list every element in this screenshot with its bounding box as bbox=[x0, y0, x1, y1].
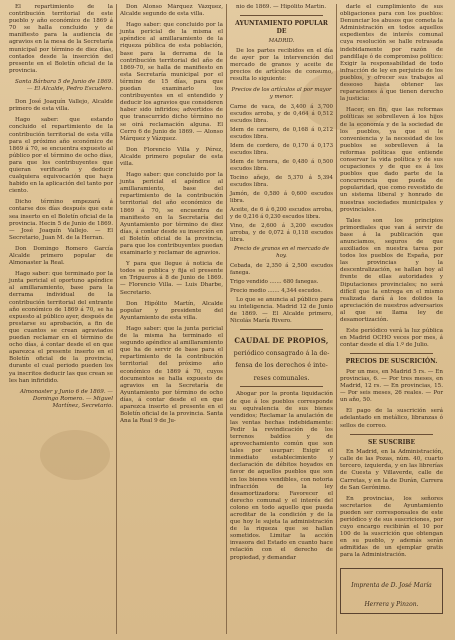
price-line: Aceite, de 6 á 6,200 escudos arroba, y de 0,216 á 0,230 escudos libra. bbox=[230, 206, 333, 220]
grain-line: Trigo vendido ....... 680 fanegas. bbox=[230, 278, 319, 285]
signature: Almonaster y Junio 6 de 1869. — Domingo Romero. — Miguel Martínez, Secretario. bbox=[19, 388, 113, 409]
price-line: Tocino añejo, de 5,370 á 5,394 escudos libra. bbox=[230, 174, 333, 188]
imprint-frame bbox=[340, 568, 443, 614]
paper-stain bbox=[40, 430, 110, 480]
divider bbox=[350, 353, 433, 354]
periodical-body: Tales son los principios primordiales que van á servir de base á la publicación que anunciamos, seguros de que auxiliados en nuestra tarea por todos los pueblos de España, por las provincias y la descentralización, se hallan hoy al frente de ellas autoridades y Diputaciones provinciales; no será difícil que la entrega en el mismo realizada dará á los dolidos la apreciación de nuestros adversarios al que se llama ley de desamortización. bbox=[340, 217, 443, 324]
periodical-subtitle: reses comunales. bbox=[253, 373, 310, 382]
divider bbox=[240, 386, 323, 387]
notice-heading: Don Alonso Márquez Vázquez, Alcalde segundo de esta villa. bbox=[120, 4, 223, 18]
notice-paragraph: Hago saber: que terminado por la junta pericial el oportuno apéndice al amillaramiento, base para la derrama individual de la contribución territorial del entrante año económico de 1869 á 70, se ha expuesto al público ayer, después de prestarse su aprobación, a fin de que cuantos se crean agraviados puedan reclamar en el término de ocho días, á contar desde el en que aparezca el presente inserto en el Boletín oficial de la provincia, durante el cual periodo pueden los ya inscritos deducir las que crean se les han infiridido. bbox=[9, 271, 113, 384]
periodical-subtitle: fensa de los derechos é inte- bbox=[235, 361, 328, 370]
notice-paragraph: Hago saber: que estando concluido el repartimiento de la contribución territorial de esta villa para el próximo año económico de 1869 á 70, se encuentra expuesto al público por el término de ocho días, para que los contribuyentes que quieran verificarlo y deducir cualquiera equivocación que haya habido en la aplicación del tanto por ciento. bbox=[9, 117, 113, 195]
subscription-heading: PRECIOS DE SUSCRICIÓN. bbox=[345, 358, 438, 366]
where-body: En provincias, los señores secretarios de Ayuntamiento pueden ser corresponsales de este periódico y de sus suscriciones, por cuyo encargo recibirán el 10 por 100 de la suscrición que obtengan en su pueblo, y además serán admitidas de un ejemplar gratis para la Administración. bbox=[340, 495, 443, 559]
divider bbox=[240, 329, 323, 330]
price-line: Idem de carnero, de 0,168 á 0,212 escudos libra. bbox=[230, 126, 333, 140]
notice-paragraph: Hago saber: que concluido por la junta pericial el apéndice al amillaramiento, base del repartimiento de la contribución territorial del año económico de 1869 á 70, se encuentra de manifiesto en la Secretaría del Ayuntamiento por término de diez días, á contar desde su inserción en el Boletín oficial de la provincia, para que los contribuyentes puedan examinarlo y reclamar de agravios. bbox=[120, 172, 223, 257]
notice-heading: Don José Joaquín Vallejo, Alcalde primero de esta villa. bbox=[9, 99, 113, 113]
notice-paragraph: Dicho término empezará á contarse dos días después que este sea inserto en el Boletín oficial de la provincia. Hecin 5 de Junio de 1869. — José Joaquín Vallejo. — El Secretario, Juan M. de la Herran. bbox=[9, 199, 113, 241]
grain-line: Precio medio ....... 4,344 escudos. bbox=[230, 287, 323, 294]
price-line: Vino, de 2,600 á 3,200 escudos arroba, y de 0,072 á 0,118 escudos libra. bbox=[230, 222, 333, 243]
column-1 bbox=[6, 4, 116, 634]
notice-heading: Don Domingo Romero García Alcalde primero popular de Almonaster la Real. bbox=[9, 245, 113, 267]
periodical-subtitle: periódico consagrado á la de- bbox=[233, 348, 330, 357]
where-heading: SE SUSCRIBE bbox=[367, 438, 416, 446]
price-line: Carne de vaca, de 3,400 á 3,700 escudos arroba, y de 0,464 á 0,512 escudos libra. bbox=[230, 103, 333, 124]
periodical-body: Hacer, en fin, que las reformas políticas se sobrelleven á los hijos de la economía y de la sociedad de los pueblos, ya que si le conveniencia y la necesidad de los pueblos se sobrelleven á la reformas políticas que entiende conservar la vida política y de sus ocupaciones y de que es á los pueblos que dado parte de la concurrencia que pueda de popularidad, que como revestido de un sistema liberal y honrado de nuestras sociedades municipales y provinciales. bbox=[340, 107, 443, 213]
periodical-body: Abogar por la pronta liquidación de que á los pueblos corresponde su equivalencia de sus bienes vendidos; Reclamar la anulación de las ventas hechas indebidamente: Pedir la revindicación de los terrenos baldíos y de aprovechamiento común que son tales por usurpar: Exigir el inmediato establecimiento y declaración de débitos hoyados en favor de aquellos pueblos que son en los bienes vendibles, con notoria infracción de la ley desamortizadora: Favorecer el derecho comunal y el interés del colono en todo aquello que pueda acreditar de la condición y de la que hoy le sujeta la administración de la riqueza que se hallan sometidos. Limitar la acción invasora del Estado en cuanto hace relación con el derecho de propiedad, y demandar bbox=[230, 391, 333, 561]
divider bbox=[350, 434, 433, 435]
column-2 bbox=[116, 4, 226, 634]
price-line: Idem de ternera, de 0,480 á 0,500 escudos libra. bbox=[230, 158, 333, 172]
notice-paragraph: Y para que llegue á noticia de todos se publica y fija el presente en Trigueros á 8 de Junio de 1869. — Florencio Villa. — Luis Dharbe, Secretario. bbox=[120, 261, 223, 296]
section-subheading: MADRID. bbox=[268, 38, 295, 45]
periodical-body: darle el cumplimiento de sus obligaciones para con los pueblos: Denunciar los abusos que cometa la Administración en todos aquellos expedientes de interés comunal cuya resolución se halle retrasada indebidamente por razón de pandillaje ó de compromiso político: Exigir la responsabilidad de todo infracción de ley en perjuicio de los pueblos, y ofrecer sus trabajos al deseoso hasta obtener las reparaciones á que tienen derecho la justicia: bbox=[340, 4, 443, 103]
where-body: En Madrid, en la Administración, calle de las Pozas, núm. 40, cuarto tercero, izquierda, y en las librerías de Cuesta y Villaverde, calle de Carretas, y en la de Durán, Carrera de San Gerónimo. bbox=[340, 449, 443, 491]
continued-text: nio de 1869. — Hipólito Martín. bbox=[236, 4, 327, 10]
notice-paragraph: Hago saber: que concluido por la junta pericial de la misma el apéndice al amillaramiento de la riqueza pública de esta población, base para la derrama de la contribución territorial del año de 1869-70, se halla de manifiesto en esta Secretaría municipal por el término de 15 días, para que puedan examinarlo los contribuyentes en el entendido y deducir los agravios que consideren haber sido infiridos; advertidos de que transcurrido dicho término no se oirá reclamación alguna. El Cerro 6 de Junio de 1869. — Alonso Márquez y Vázquez. bbox=[120, 22, 223, 142]
subscription-price: Por un mes, en Madrid 5 rs. — En provincias, 6. — Por tres meses, en Madrid, 12 rs. — En provincias, 15. — Por seis meses, 26 reales. — Por un año, 50. bbox=[340, 368, 443, 404]
price-line: Idem de cordero, de 0,170 á 0,173 escudos libra. bbox=[230, 142, 333, 156]
signature: Santa Bárbara 5 de Junio de 1869. — El Alcalde, Pedro Escudero. bbox=[14, 78, 113, 93]
notice-paragraph: Hago saber: que la junta pericial de la misma ha terminado el segundo apéndice al amillaramiento que ha de servir de base para el repartimiento de la contribución territorial del próximo año económico de 1869 á 70, cuyos documentos se halla expuesto de agravios en la Secretaría de Ayuntamiento por término de ocho días, á contar desde el en que aparezca inserto el presente en el Boletín oficial de la provincia. Santa Ana la Real 9 de Ju- bbox=[120, 325, 223, 425]
subscription-price: El pago de la suscrición será adelantado en metálico, libranzas ó sellos de correo. bbox=[340, 408, 443, 429]
section-heading: AYUNTAMIENTO POPULAR DE bbox=[235, 20, 328, 35]
paper-stain bbox=[300, 70, 390, 130]
grain-line: Cebada, de 2,350 á 2,500 escudos fanega. bbox=[230, 262, 333, 276]
price-line: Jamón, de 0,580 á 0,600 escudos libra. bbox=[230, 190, 333, 204]
grain-title: Precio de granos en el mercado de hoy. bbox=[233, 245, 330, 259]
notice-heading: Don Florencio Villa y Pérez, Alcalde primero popular de esta villa. bbox=[120, 146, 223, 167]
notice-heading: Don Hipólito Martín, Alcalde popular y presidente del Ayuntamiento de esta villa. bbox=[120, 300, 223, 321]
closing-note: Lo que se anuncia al público para su inteligencia. Madrid 12 de Junio de 1869. — El Alcalde primero, Nicolás María Rivero. bbox=[230, 296, 333, 324]
notice-paragraph: El repartimiento de la contribución territorial de este pueblo y año económico de 1869 á 70 se halla concluido y de manifiesto para la audiencia de agravios en la mesa de la Secretaría municipal por término de diez días, contados desde la inserción del presente en el Boletín oficial de la provincia. bbox=[9, 4, 113, 74]
imprint-text: Imprenta de D. José María Herrera y Pinzon. bbox=[351, 581, 432, 608]
intro-paragraph: De los partes recibidos en el día de ayer por la intervención del mercado de granos y aceite de precios de artículos de consumo, resulta lo siguiente: bbox=[230, 47, 333, 83]
periodical-title: CAUDAL DE PROPIOS, bbox=[234, 335, 329, 345]
prices-title: Precios de los artículos al por mayor y menor. bbox=[231, 87, 332, 101]
divider bbox=[240, 15, 323, 16]
publication-note: Este periódico verá la luz pública en Madrid OCHO veces por mes, á contar desde el día 1.º de Julio. bbox=[340, 328, 443, 349]
